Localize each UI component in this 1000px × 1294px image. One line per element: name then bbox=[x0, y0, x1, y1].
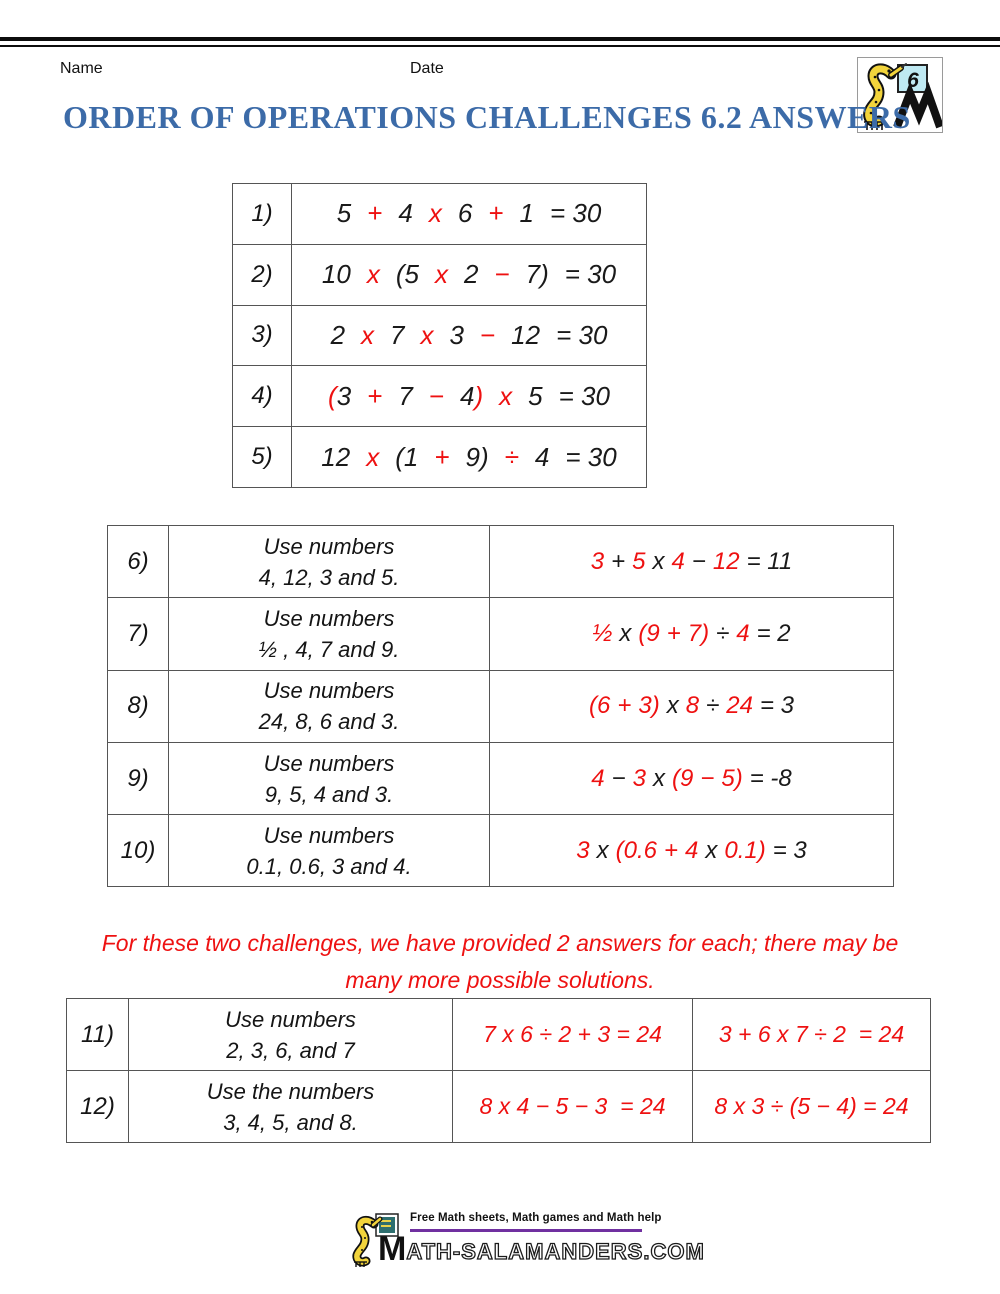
table-row bbox=[108, 742, 894, 814]
table-row bbox=[233, 244, 647, 305]
table-row bbox=[233, 427, 647, 488]
eq-token: (6 bbox=[589, 692, 611, 720]
eq-token: x bbox=[666, 692, 679, 720]
eq-token: 3 bbox=[590, 547, 605, 575]
eq-token: 4 bbox=[591, 764, 605, 792]
eq-token: + bbox=[367, 198, 383, 229]
eq-token: (9 bbox=[638, 619, 660, 647]
answer-cell: 8 x 4 − 5 − 3 = 24 bbox=[453, 1071, 693, 1143]
equation bbox=[292, 442, 646, 473]
equation-cell bbox=[292, 366, 647, 427]
eq-token: ½ bbox=[592, 619, 613, 647]
eq-token: 3 bbox=[449, 319, 464, 350]
eq-token: 5) bbox=[721, 764, 743, 792]
eq-token: + bbox=[488, 198, 504, 229]
eq-token: x bbox=[366, 441, 380, 472]
eq-token: 12 bbox=[511, 319, 541, 350]
problems-table-6-10 bbox=[107, 525, 894, 887]
table-row bbox=[233, 184, 647, 245]
eq-token: 9) bbox=[465, 441, 489, 472]
wordmark-m: M bbox=[378, 1230, 407, 1268]
problem-number: 10) bbox=[108, 815, 169, 887]
use-numbers-line: 2, 3, 6, and 7 bbox=[226, 1037, 355, 1063]
eq-token: (1 bbox=[395, 441, 419, 472]
eq-token: 3) bbox=[638, 692, 660, 720]
use-numbers-line: Use the numbers bbox=[206, 1078, 375, 1104]
problem-number: 11) bbox=[67, 999, 129, 1071]
answer-equation bbox=[490, 620, 893, 648]
eq-token: x bbox=[434, 259, 448, 290]
use-numbers-line: 0.1, 0.6, 3 and 4. bbox=[246, 853, 412, 879]
site-wordmark bbox=[378, 1232, 705, 1266]
table-row bbox=[233, 305, 647, 366]
eq-token: + bbox=[611, 547, 626, 575]
site-logo-footer bbox=[352, 1208, 705, 1272]
use-numbers-line: 3, 4, 5, and 8. bbox=[223, 1109, 358, 1135]
eq-token: − bbox=[691, 547, 706, 575]
eq-token: 12 bbox=[321, 441, 351, 472]
use-numbers-cell bbox=[129, 1071, 453, 1143]
notice-line-2: many more possible solutions. bbox=[345, 967, 655, 993]
grade-number: 6 bbox=[907, 69, 919, 92]
answer-cell bbox=[490, 670, 894, 742]
footer-tagline: Free Math sheets, Math games and Math help bbox=[410, 1212, 662, 1224]
eq-token: (0.6 bbox=[615, 836, 657, 864]
eq-token: + bbox=[617, 692, 632, 720]
use-numbers-line: Use numbers bbox=[263, 678, 395, 704]
eq-token: − bbox=[700, 764, 715, 792]
equation-cell bbox=[292, 184, 647, 245]
use-numbers-line: 4, 12, 3 and 5. bbox=[258, 564, 400, 590]
eq-token: 2 bbox=[463, 259, 479, 290]
eq-token: = 30 bbox=[558, 380, 610, 411]
eq-token: 12 bbox=[712, 547, 740, 575]
eq-token: (9 bbox=[672, 764, 694, 792]
answer-cell bbox=[490, 815, 894, 887]
eq-token: − bbox=[479, 319, 496, 350]
equation bbox=[292, 320, 646, 351]
answer-cell bbox=[490, 598, 894, 670]
eq-token: 4 bbox=[684, 836, 699, 864]
eq-token: + bbox=[663, 836, 678, 864]
problem-number: 4) bbox=[233, 366, 292, 427]
use-numbers-line: Use numbers bbox=[225, 1006, 356, 1032]
eq-token: x bbox=[366, 259, 380, 290]
equation-cell bbox=[292, 427, 647, 488]
equation bbox=[292, 198, 646, 229]
answer-cell: 3 + 6 x 7 ÷ 2 = 24 bbox=[693, 999, 931, 1071]
notice-text bbox=[0, 925, 1000, 999]
eq-token: 4 bbox=[398, 198, 413, 229]
eq-token: 5 bbox=[632, 547, 646, 575]
table-row bbox=[67, 1071, 931, 1143]
use-numbers-cell bbox=[169, 815, 490, 887]
eq-token: 7 bbox=[398, 380, 413, 411]
problem-number: 3) bbox=[233, 305, 292, 366]
table-row bbox=[67, 999, 931, 1071]
top-double-rule bbox=[0, 37, 1000, 47]
eq-token: x bbox=[653, 764, 665, 792]
eq-token: ÷ bbox=[706, 692, 720, 720]
eq-token: 7) bbox=[525, 259, 549, 290]
eq-token: + bbox=[367, 380, 383, 411]
table-row bbox=[233, 366, 647, 427]
eq-token: 24 bbox=[726, 692, 753, 720]
problem-number: 5) bbox=[233, 427, 292, 488]
eq-token: 10 bbox=[321, 259, 351, 290]
eq-token: x bbox=[596, 836, 609, 864]
problem-number: 9) bbox=[108, 742, 169, 814]
equation-cell bbox=[292, 244, 647, 305]
use-numbers-line: 24, 8, 6 and 3. bbox=[258, 709, 400, 735]
name-label: Name bbox=[60, 60, 103, 77]
answer-cell bbox=[490, 742, 894, 814]
problem-number: 12) bbox=[67, 1071, 129, 1143]
eq-token: 4 bbox=[460, 380, 475, 411]
eq-token: 6 bbox=[457, 198, 473, 229]
eq-token: 5 bbox=[528, 380, 543, 411]
use-numbers-line: ½ , 4, 7 and 9. bbox=[258, 636, 400, 662]
eq-token: − bbox=[611, 764, 626, 792]
problem-number: 7) bbox=[108, 598, 169, 670]
answer-cell: 7 x 6 ÷ 2 + 3 = 24 bbox=[453, 999, 693, 1071]
eq-token: 0.1) bbox=[724, 836, 766, 864]
eq-token: x bbox=[705, 836, 718, 864]
eq-token: x bbox=[619, 619, 632, 647]
wordmark-rest: ATH-SALAMANDERS.COM bbox=[406, 1239, 705, 1264]
use-numbers-cell bbox=[169, 742, 490, 814]
eq-token: 1 bbox=[519, 198, 534, 229]
use-numbers-line: 9, 5, 4 and 3. bbox=[264, 781, 394, 807]
eq-token: + bbox=[666, 619, 681, 647]
problem-number: 8) bbox=[108, 670, 169, 742]
answer-cell bbox=[490, 526, 894, 598]
problem-number: 1) bbox=[233, 184, 292, 245]
problem-number: 2) bbox=[233, 244, 292, 305]
eq-token: 3 bbox=[336, 380, 352, 411]
use-numbers-line: Use numbers bbox=[263, 822, 395, 848]
answer-cell: 8 x 3 ÷ (5 − 4) = 24 bbox=[693, 1071, 931, 1143]
table-row bbox=[108, 815, 894, 887]
table-row bbox=[108, 670, 894, 742]
equation bbox=[292, 381, 646, 412]
eq-token: x bbox=[499, 380, 513, 411]
eq-token: ) bbox=[474, 380, 484, 411]
eq-token: (5 bbox=[395, 259, 419, 290]
eq-token: 4 bbox=[671, 547, 685, 575]
answer-equation bbox=[490, 548, 893, 576]
eq-token: = 3 bbox=[759, 692, 794, 720]
eq-token: 5 bbox=[336, 198, 352, 229]
answer-equation bbox=[490, 837, 893, 865]
eq-token: 4 bbox=[736, 619, 750, 647]
answer-equation bbox=[490, 765, 893, 793]
eq-token: = 2 bbox=[756, 619, 791, 647]
answer-equation bbox=[490, 692, 893, 720]
page-title: ORDER OF OPERATIONS CHALLENGES 6.2 ANSWERS bbox=[63, 99, 911, 135]
eq-token: 2 bbox=[330, 319, 346, 350]
eq-token: ÷ bbox=[504, 441, 519, 472]
problems-table-1-5 bbox=[232, 183, 647, 488]
eq-token: = 11 bbox=[746, 547, 793, 575]
eq-token: 7) bbox=[687, 619, 710, 647]
use-numbers-line: Use numbers bbox=[263, 750, 395, 776]
problems-table-11-12 bbox=[66, 998, 931, 1143]
equation-cell bbox=[292, 305, 647, 366]
use-numbers-cell bbox=[169, 526, 490, 598]
eq-token: = 30 bbox=[549, 198, 602, 229]
eq-token: x bbox=[361, 319, 375, 350]
equation bbox=[292, 259, 646, 290]
eq-token: 4 bbox=[534, 441, 550, 472]
eq-token: = 30 bbox=[565, 441, 617, 472]
eq-token: ÷ bbox=[716, 619, 730, 647]
table-row bbox=[108, 526, 894, 598]
use-numbers-cell bbox=[169, 598, 490, 670]
date-label: Date bbox=[410, 60, 444, 77]
eq-token: x bbox=[652, 547, 665, 575]
use-numbers-line: Use numbers bbox=[263, 605, 395, 631]
eq-token: = 3 bbox=[772, 836, 807, 864]
eq-token: ( bbox=[328, 380, 337, 411]
eq-token: − bbox=[494, 259, 510, 290]
eq-token: x bbox=[420, 319, 434, 350]
eq-token: = 30 bbox=[564, 259, 617, 290]
eq-token: 8 bbox=[685, 692, 700, 720]
problem-number: 6) bbox=[108, 526, 169, 598]
use-numbers-cell bbox=[169, 670, 490, 742]
eq-token: = 30 bbox=[556, 319, 608, 350]
use-numbers-cell bbox=[129, 999, 453, 1071]
eq-token: = -8 bbox=[749, 764, 792, 792]
eq-token: 3 bbox=[576, 836, 590, 864]
eq-token: 7 bbox=[390, 319, 405, 350]
table-row bbox=[108, 598, 894, 670]
eq-token: + bbox=[434, 441, 450, 472]
eq-token: − bbox=[428, 380, 445, 411]
use-numbers-line: Use numbers bbox=[263, 533, 395, 559]
eq-token: 3 bbox=[632, 764, 646, 792]
eq-token: x bbox=[428, 198, 442, 229]
notice-line-1: For these two challenges, we have provided 2 answers for each; there may be bbox=[101, 930, 899, 956]
